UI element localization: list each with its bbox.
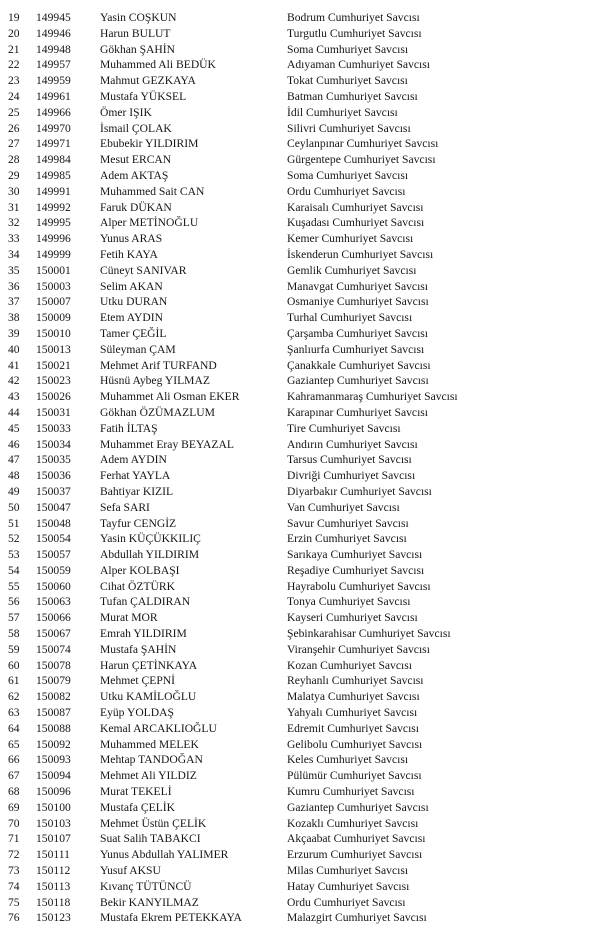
table-row [0, 579, 600, 595]
table-row [0, 689, 600, 705]
appointment-place: Edremit Cumhuriyet Savcısı [287, 721, 420, 735]
appointment-place: Gaziantep Cumhuriyet Savcısı [287, 800, 429, 814]
table-row [0, 563, 600, 579]
registry-number: 150009 [36, 311, 71, 325]
appointment-place: Keles Cumhuriyet Savcısı [287, 753, 409, 767]
row-number: 42 [8, 374, 20, 388]
registry-number: 149999 [36, 247, 71, 261]
registry-number: 150054 [36, 532, 71, 546]
registry-number: 150074 [36, 642, 71, 656]
registry-number: 150111 [36, 848, 70, 862]
registry-number: 150057 [36, 548, 71, 562]
appointment-place: Savur Cumhuriyet Savcısı [287, 516, 409, 530]
registry-number: 150096 [36, 785, 71, 799]
appointment-place: Malazgirt Cumhuriyet Savcısı [287, 911, 427, 925]
row-number: 40 [8, 342, 20, 356]
appointment-place: Andırın Cumhuriyet Savcısı [287, 437, 418, 451]
appointment-place: Van Cumhuriyet Savcısı [287, 500, 400, 514]
appointment-place: Milas Cumhuriyet Savcısı [287, 864, 409, 878]
table-row [0, 263, 600, 279]
appointment-place: Ordu Cumhuriyet Savcısı [287, 895, 406, 909]
person-name: Mustafa YÜKSEL [100, 89, 187, 103]
row-number: 66 [8, 753, 20, 767]
registry-number: 150093 [36, 753, 71, 767]
registry-number: 150047 [36, 500, 71, 514]
appointment-place: Şanlıurfa Cumhuriyet Savcısı [287, 342, 425, 356]
appointment-place: Kuşadası Cumhuriyet Savcısı [287, 216, 425, 230]
person-name: Eyüp YOLDAŞ [100, 706, 174, 720]
appointment-place: Gelibolu Cumhuriyet Savcısı [287, 737, 423, 751]
person-name: Muhammet Eray BEYAZAL [100, 437, 234, 451]
registry-number: 149957 [36, 58, 71, 72]
registry-number: 150103 [36, 816, 71, 830]
person-name: Murat TEKELİ [100, 785, 172, 799]
table-row [0, 468, 600, 484]
table-row [0, 516, 600, 532]
row-number: 46 [8, 437, 20, 451]
row-number: 58 [8, 627, 20, 641]
person-name: Ebubekir YILDIRIM [100, 137, 199, 151]
appointment-place: Ceylanpınar Cumhuriyet Savcısı [287, 137, 439, 151]
registry-number: 150037 [36, 484, 71, 498]
registry-number: 149985 [36, 168, 71, 182]
row-number: 54 [8, 563, 20, 577]
person-name: Mustafa Ekrem PETEKKAYA [100, 911, 242, 925]
registry-number: 150001 [36, 263, 71, 277]
table-row [0, 168, 600, 184]
person-name: Abdullah YILDIRIM [100, 548, 200, 562]
person-name: Harun BULUT [100, 26, 171, 40]
row-number: 36 [8, 279, 20, 293]
appointment-place: Kumru Cumhuriyet Savcısı [287, 785, 415, 799]
table-row [0, 547, 600, 563]
appointment-place: Şebinkarahisar Cumhuriyet Savcısı [287, 627, 451, 641]
registry-number: 150063 [36, 595, 71, 609]
appointment-place: Malatya Cumhuriyet Savcısı [287, 690, 420, 704]
registry-number: 150059 [36, 563, 71, 577]
registry-number: 150007 [36, 295, 71, 309]
registry-number: 150078 [36, 658, 71, 672]
row-number: 67 [8, 769, 20, 783]
person-name: Yunus Abdullah YALIMER [100, 848, 229, 862]
registry-number: 150023 [36, 374, 71, 388]
registry-number: 150048 [36, 516, 71, 530]
row-number: 73 [8, 864, 20, 878]
registry-number: 150033 [36, 421, 71, 435]
registry-number: 149961 [36, 89, 71, 103]
person-name: Kıvanç TÜTÜNCÜ [100, 879, 192, 893]
row-number: 33 [8, 232, 20, 246]
registry-number: 150035 [36, 453, 71, 467]
appointment-place: Batman Cumhuriyet Savcısı [287, 89, 418, 103]
appointment-place: Pülümür Cumhuriyet Savcısı [287, 769, 422, 783]
row-number: 72 [8, 848, 20, 862]
appointment-place: Erzurum Cumhuriyet Savcısı [287, 848, 423, 862]
person-name: Ferhat YAYLA [100, 469, 171, 483]
registry-number: 150112 [36, 864, 71, 878]
registry-number: 150113 [36, 879, 71, 893]
person-name: Tamer ÇEĞİL [100, 326, 167, 340]
table-row [0, 752, 600, 768]
row-number: 23 [8, 74, 20, 88]
registry-number: 149971 [36, 137, 71, 151]
registry-number: 149992 [36, 200, 71, 214]
person-name: Fetih KAYA [100, 247, 158, 261]
row-number: 31 [8, 200, 20, 214]
row-number: 45 [8, 421, 20, 435]
table-row [0, 373, 600, 389]
row-number: 20 [8, 26, 20, 40]
row-number: 55 [8, 579, 20, 593]
registry-number: 149946 [36, 26, 71, 40]
table-row [0, 895, 600, 911]
row-number: 30 [8, 184, 20, 198]
person-name: Bekir KANYILMAZ [100, 895, 199, 909]
appointment-place: Sarıkaya Cumhuriyet Savcısı [287, 548, 423, 562]
appointment-place: Ordu Cumhuriyet Savcısı [287, 184, 406, 198]
registry-number: 150013 [36, 342, 71, 356]
person-name: Selim AKAN [100, 279, 163, 293]
table-row [0, 484, 600, 500]
person-name: Mehmet Üstün ÇELİK [100, 816, 207, 830]
person-name: Mehmet ÇEPNİ [100, 674, 176, 688]
row-number: 48 [8, 469, 20, 483]
table-row [0, 705, 600, 721]
row-number: 28 [8, 153, 20, 167]
person-name: Yunus ARAS [100, 232, 163, 246]
table-row [0, 452, 600, 468]
row-number: 65 [8, 737, 20, 751]
table-row [0, 405, 600, 421]
row-number: 76 [8, 911, 20, 925]
row-number: 35 [8, 263, 20, 277]
appointment-place: İdil Cumhuriyet Savcısı [287, 105, 398, 119]
table-row [0, 626, 600, 642]
table-row [0, 437, 600, 453]
table-row [0, 342, 600, 358]
person-name: Mesut ERCAN [100, 153, 172, 167]
table-row [0, 816, 600, 832]
appointment-place: Tokat Cumhuriyet Savcısı [287, 74, 408, 88]
registry-number: 150092 [36, 737, 71, 751]
row-number: 22 [8, 58, 20, 72]
person-name: Mehmet Ali YILDIZ [100, 769, 197, 783]
table-row [0, 531, 600, 547]
row-number: 32 [8, 216, 20, 230]
appointment-place: Osmaniye Cumhuriyet Savcısı [287, 295, 429, 309]
row-number: 41 [8, 358, 20, 372]
registry-number: 150010 [36, 326, 71, 340]
registry-number: 150118 [36, 895, 71, 909]
registry-number: 150067 [36, 627, 71, 641]
table-row [0, 231, 600, 247]
appointment-place: Karaisalı Cumhuriyet Savcısı [287, 200, 424, 214]
appointment-place: Viranşehir Cumhuriyet Savcısı [287, 642, 430, 656]
registry-number: 150087 [36, 706, 71, 720]
person-name: Mehmet Arif TURFAND [100, 358, 217, 372]
person-name: Adem AYDIN [100, 453, 167, 467]
appointment-place: Kozan Cumhuriyet Savcısı [287, 658, 412, 672]
appointment-place: Gürgentepe Cumhuriyet Savcısı [287, 153, 436, 167]
registry-number: 150034 [36, 437, 71, 451]
appointment-place: Yahyalı Cumhuriyet Savcısı [287, 706, 418, 720]
registry-number: 149959 [36, 74, 71, 88]
table-row [0, 121, 600, 137]
registry-number: 150107 [36, 832, 71, 846]
appointment-place: Kozaklı Cumhuriyet Savcısı [287, 816, 419, 830]
appointment-place: Gemlik Cumhuriyet Savcısı [287, 263, 417, 277]
table-row [0, 389, 600, 405]
table-row [0, 184, 600, 200]
table-row [0, 863, 600, 879]
appointment-place: Tire Cumhuriyet Savcısı [287, 421, 401, 435]
registry-number: 149995 [36, 216, 71, 230]
registry-number: 150094 [36, 769, 71, 783]
row-number: 26 [8, 121, 20, 135]
row-number: 70 [8, 816, 20, 830]
person-name: Mahmut GEZKAYA [100, 74, 196, 88]
row-number: 60 [8, 658, 20, 672]
row-number: 56 [8, 595, 20, 609]
person-name: Yasin KÜÇÜKKILIÇ [100, 532, 201, 546]
appointment-place: Karapınar Cumhuriyet Savcısı [287, 405, 429, 419]
row-number: 53 [8, 548, 20, 562]
person-name: Süleyman ÇAM [100, 342, 176, 356]
person-name: Emrah YILDIRIM [100, 627, 187, 641]
person-name: Harun ÇETİNKAYA [100, 658, 198, 672]
row-number: 62 [8, 690, 20, 704]
appointment-place: Çarşamba Cumhuriyet Savcısı [287, 326, 429, 340]
table-row [0, 310, 600, 326]
person-name: Bahtiyar KIZIL [100, 484, 174, 498]
person-name: Adem AKTAŞ [100, 168, 169, 182]
row-number: 19 [8, 11, 20, 24]
appointment-place: Turgutlu Cumhuriyet Savcısı [287, 26, 422, 40]
registry-number: 149996 [36, 232, 71, 246]
person-name: Muhammed Sait CAN [100, 184, 205, 198]
person-name: Mehtap TANDOĞAN [100, 753, 203, 767]
row-number: 68 [8, 785, 20, 799]
person-name: Yusuf AKSU [100, 864, 161, 878]
registry-number: 150060 [36, 579, 71, 593]
table-row [0, 26, 600, 42]
person-name: Suat Salih TABAKCI [100, 832, 201, 846]
row-number: 52 [8, 532, 20, 546]
row-number: 39 [8, 326, 20, 340]
person-name: Sefa SARI [100, 500, 150, 514]
appointment-place: Kahramanmaraş Cumhuriyet Savcısı [287, 390, 458, 404]
table-row [0, 152, 600, 168]
person-name: Gökhan ÖZÜMAZLUM [100, 405, 215, 419]
person-name: Cihat ÖZTÜRK [100, 579, 176, 593]
table-row [0, 279, 600, 295]
table-row [0, 784, 600, 800]
person-name: Muhammet Ali Osman EKER [100, 390, 240, 404]
person-name: Muhammed MELEK [100, 737, 199, 751]
table-row [0, 57, 600, 73]
row-number: 47 [8, 453, 20, 467]
table-row [0, 658, 600, 674]
registry-number: 150100 [36, 800, 71, 814]
table-row [0, 421, 600, 437]
row-number: 57 [8, 611, 20, 625]
appointment-place: Bodrum Cumhuriyet Savcısı [287, 11, 420, 24]
table-row [0, 42, 600, 58]
table-row [0, 294, 600, 310]
table-row [0, 247, 600, 263]
appointment-place: Tonya Cumhuriyet Savcısı [287, 595, 411, 609]
registry-number: 149948 [36, 42, 71, 56]
table-row [0, 89, 600, 105]
row-number: 43 [8, 390, 20, 404]
row-number: 71 [8, 832, 20, 846]
appointment-place: Adıyaman Cumhuriyet Savcısı [287, 58, 430, 72]
appointment-place: Diyarbakır Cumhuriyet Savcısı [287, 484, 432, 498]
table-row [0, 73, 600, 89]
person-name: Mustafa ÇELİK [100, 800, 176, 814]
table-row [0, 200, 600, 216]
appointment-place: İskenderun Cumhuriyet Savcısı [287, 247, 434, 261]
person-name: Yasin COŞKUN [100, 11, 177, 24]
table-row [0, 105, 600, 121]
row-number: 37 [8, 295, 20, 309]
registry-number: 150031 [36, 405, 71, 419]
registry-number: 150079 [36, 674, 71, 688]
table-row [0, 610, 600, 626]
appointment-place: Kemer Cumhuriyet Savcısı [287, 232, 414, 246]
table-row [0, 847, 600, 863]
row-number: 29 [8, 168, 20, 182]
appointment-place: Soma Cumhuriyet Savcısı [287, 168, 409, 182]
person-name: Alper METİNOĞLU [100, 216, 199, 230]
person-name: İsmail ÇOLAK [100, 121, 172, 135]
table-row [0, 673, 600, 689]
table-row [0, 642, 600, 658]
row-number: 38 [8, 311, 20, 325]
table-row [0, 831, 600, 847]
table-row [0, 136, 600, 152]
registry-number: 150026 [36, 390, 71, 404]
row-number: 51 [8, 516, 20, 530]
table-row [0, 215, 600, 231]
registry-number: 149945 [36, 11, 71, 24]
row-number: 64 [8, 721, 20, 735]
row-number: 27 [8, 137, 20, 151]
row-number: 59 [8, 642, 20, 656]
appointment-place: Akçaabat Cumhuriyet Savcısı [287, 832, 426, 846]
table-row [0, 879, 600, 895]
registry-number: 150003 [36, 279, 71, 293]
person-name: Cüneyt SANIVAR [100, 263, 187, 277]
registry-number: 149970 [36, 121, 71, 135]
person-name: Murat MOR [100, 611, 158, 625]
table-row [0, 326, 600, 342]
appointment-place: Gaziantep Cumhuriyet Savcısı [287, 374, 429, 388]
registry-number: 150036 [36, 469, 71, 483]
appointment-place: Silivri Cumhuriyet Savcısı [287, 121, 411, 135]
appointment-place: Soma Cumhuriyet Savcısı [287, 42, 409, 56]
appointment-place: Hayrabolu Cumhuriyet Savcısı [287, 579, 431, 593]
registry-number: 150066 [36, 611, 71, 625]
person-name: Tayfur CENGİZ [100, 516, 177, 530]
row-number: 34 [8, 247, 20, 261]
table-row [0, 358, 600, 374]
row-number: 49 [8, 484, 20, 498]
appointment-place: Reyhanlı Cumhuriyet Savcısı [287, 674, 424, 688]
appointment-place: Çanakkale Cumhuriyet Savcısı [287, 358, 431, 372]
person-name: Muhammed Ali BEDÜK [100, 58, 216, 72]
registry-number: 149991 [36, 184, 71, 198]
table-row [0, 10, 600, 26]
row-number: 25 [8, 105, 20, 119]
registry-number: 149966 [36, 105, 71, 119]
appointment-place: Erzin Cumhuriyet Savcısı [287, 532, 407, 546]
person-name: Faruk DÜKAN [100, 200, 172, 214]
person-name: Gökhan ŞAHİN [100, 42, 176, 56]
table-row [0, 500, 600, 516]
appointment-place: Turhal Cumhuriyet Savcısı [287, 311, 413, 325]
registry-number: 149984 [36, 153, 71, 167]
appointment-list [0, 10, 600, 926]
row-number: 50 [8, 500, 20, 514]
person-name: Tufan ÇALDIRAN [100, 595, 191, 609]
registry-number: 150123 [36, 911, 71, 925]
person-name: Kemal ARCAKLIOĞLU [100, 721, 217, 735]
appointment-place: Manavgat Cumhuriyet Savcısı [287, 279, 429, 293]
row-number: 24 [8, 89, 20, 103]
appointment-place: Divriği Cumhuriyet Savcısı [287, 469, 416, 483]
registry-number: 150082 [36, 690, 71, 704]
row-number: 75 [8, 895, 20, 909]
person-name: Alper KOLBAŞI [100, 563, 180, 577]
appointment-place: Tarsus Cumhuriyet Savcısı [287, 453, 412, 467]
person-name: Mustafa ŞAHİN [100, 642, 177, 656]
appointment-place: Reşadiye Cumhuriyet Savcısı [287, 563, 425, 577]
appointment-place: Hatay Cumhuriyet Savcısı [287, 879, 410, 893]
table-row [0, 721, 600, 737]
table-row [0, 737, 600, 753]
person-name: Utku KAMİLOĞLU [100, 690, 197, 704]
table-row [0, 594, 600, 610]
person-name: Fatih İLTAŞ [100, 421, 158, 435]
person-name: Etem AYDIN [100, 311, 164, 325]
row-number: 69 [8, 800, 20, 814]
table-row [0, 910, 600, 926]
table-row [0, 800, 600, 816]
row-number: 44 [8, 405, 20, 419]
registry-number: 150021 [36, 358, 71, 372]
row-number: 74 [8, 879, 20, 893]
person-name: Ömer IŞIK [100, 105, 152, 119]
row-number: 63 [8, 706, 20, 720]
registry-number: 150088 [36, 721, 71, 735]
person-name: Utku DURAN [100, 295, 168, 309]
appointment-place: Kayseri Cumhuriyet Savcısı [287, 611, 418, 625]
row-number: 61 [8, 674, 20, 688]
person-name: Hüsnü Aybeg YILMAZ [100, 374, 210, 388]
row-number: 21 [8, 42, 20, 56]
table-row [0, 768, 600, 784]
